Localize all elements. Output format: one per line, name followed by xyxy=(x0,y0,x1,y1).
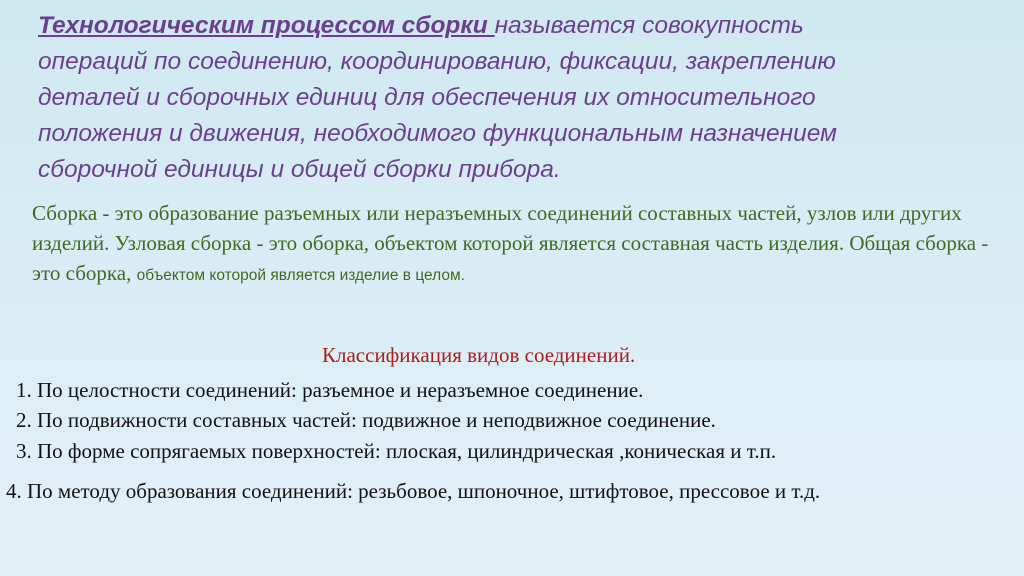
assembly-small-text: объектом которой является изделие в целом. xyxy=(136,267,465,284)
definition-paragraph xyxy=(38,8,998,188)
classification-item-1: 1. По целостности соединений: разъемное и неразъемное соединение. xyxy=(16,378,644,402)
assembly-main-text: Сборка - это образование разъемных или неразъемных соединений составных частей, узлов или других изделий. Узловая сборка - это оборка, объектом которой является составная часть изделия. Общая сборка - это сборка, xyxy=(32,201,989,285)
classification-item-3: 3. По форме сопрягаемых поверхностей: плоская, цилиндрическая ,коническая и т.п. xyxy=(16,439,777,463)
definition-line-3: деталей и сборочных единиц для обеспечения их относительного xyxy=(38,84,816,111)
definition-line-4: положения и движения, необходимого функциональным назначением xyxy=(38,120,837,147)
classification-item-2: 2. По подвижности составных частей: подвижное и неподвижное соединение. xyxy=(16,408,716,432)
definition-line-5: сборочной единицы и общей сборки прибора. xyxy=(38,156,561,183)
definition-term: Технологическим процессом сборки xyxy=(38,12,495,39)
classification-title: Классификация видов соединений. xyxy=(322,343,636,367)
definition-line-1: называется совокупность xyxy=(494,12,804,39)
assembly-paragraph xyxy=(32,198,992,291)
classification-item-4: 4. По методу образования соединений: резьбовое, шпоночное, штифтовое, прессовое и т.д. xyxy=(6,479,821,503)
definition-line-2: операций по соединению, координированию, фиксации, закреплению xyxy=(38,48,836,75)
